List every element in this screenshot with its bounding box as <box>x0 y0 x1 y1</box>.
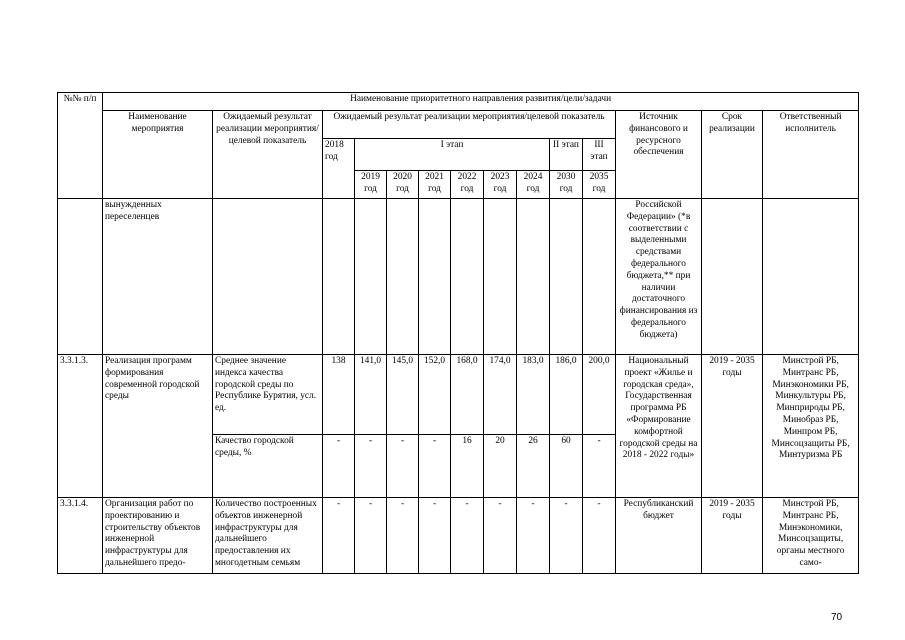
header-year: 2024 год <box>517 171 550 199</box>
header-year: 2035 год <box>583 171 616 199</box>
row-num-cell <box>58 199 103 355</box>
header-year: 2021 год <box>419 171 451 199</box>
value-cell <box>517 199 550 355</box>
programme-table <box>57 92 859 574</box>
value-cell: 168,0 <box>451 355 484 435</box>
value-cell: - <box>355 435 387 498</box>
row-name: вынужденных переселенцев <box>103 199 213 355</box>
header-source: Источник финансового и ресурсного обеспечения <box>616 111 702 199</box>
table-row-3-3-1-3 <box>58 355 859 435</box>
value-cell: 20 <box>484 435 517 498</box>
value-cell: 26 <box>517 435 550 498</box>
value-cell: - <box>387 435 419 498</box>
header-row-1 <box>58 93 859 111</box>
value-cell <box>451 199 484 355</box>
header-year-2018: 2018 год <box>323 139 355 199</box>
header-year: 2022 год <box>451 171 484 199</box>
value-cell: 183,0 <box>517 355 550 435</box>
value-cell: - <box>419 498 451 574</box>
header-term: Срок реализации <box>702 111 763 199</box>
value-cell: - <box>323 498 355 574</box>
header-stage-3: III этап <box>583 139 616 171</box>
header-stage-1: I этап <box>355 139 550 171</box>
header-year: 2023 год <box>484 171 517 199</box>
row-term <box>702 199 763 355</box>
row-num: 3.3.1.4. <box>58 498 103 574</box>
value-cell: - <box>583 498 616 574</box>
header-year: 2030 год <box>550 171 583 199</box>
value-cell: - <box>517 498 550 574</box>
row-source: Российской Федерации» (*в соответствии с выделенными средствами федерального бюджета,** при наличии достаточного финансирования из федерального бюджета) <box>616 199 702 355</box>
header-num: №№ п/п <box>58 93 103 199</box>
value-cell: 186,0 <box>550 355 583 435</box>
value-cell <box>323 199 355 355</box>
table-row-3-3-1-4 <box>58 498 859 574</box>
value-cell <box>355 199 387 355</box>
row-indicator: Среднее значение индекса качества городской среды по Республике Бурятия, усл. ед. <box>213 355 323 435</box>
value-cell: 138 <box>323 355 355 435</box>
value-cell: - <box>451 498 484 574</box>
row-indicator <box>213 199 323 355</box>
table-row-continuation <box>58 199 859 355</box>
value-cell: 16 <box>451 435 484 498</box>
row-responsible: Минстрой РБ, Минтранс РБ, Минэкономики РБ, Минкультуры РБ, Минприроды РБ, Минобраз РБ, Минпром РБ, Минсоцзащиты РБ, Минтуризма РБ <box>763 355 859 498</box>
row-source: Национальный проект «Жилье и городская среда», Государственная программа РБ «Формирование комфортной городской среды на 2018 - 2022 годы» <box>616 355 702 498</box>
value-cell: 200,0 <box>583 355 616 435</box>
row-indicator: Количество построенных объектов инженерной инфраструктуры для дальнейшего предоставления их многодетным семьям <box>213 498 323 574</box>
value-cell: - <box>583 435 616 498</box>
value-cell: - <box>355 498 387 574</box>
header-name: Наименование мероприятия <box>103 111 213 199</box>
row-name: Реализация программ формирования современной городской среды <box>103 355 213 498</box>
value-cell <box>484 199 517 355</box>
header-stage-2: II этап <box>550 139 583 171</box>
row-responsible <box>763 199 859 355</box>
value-cell: 60 <box>550 435 583 498</box>
header-responsible: Ответственный исполнитель <box>763 111 859 199</box>
header-priority: Наименование приоритетного направления развития/цели/задачи <box>103 93 859 111</box>
row-responsible: Минстрой РБ, Минтранс РБ, Минэкономики, Минсоцзащиты, органы местного само- <box>763 498 859 574</box>
value-cell: 174,0 <box>484 355 517 435</box>
row-term: 2019 - 2035 годы <box>702 498 763 574</box>
row-num: 3.3.1.3. <box>58 355 103 498</box>
value-cell <box>387 199 419 355</box>
header-expected-group: Ожидаемый результат реализации мероприятия/целевой показатель <box>323 111 616 139</box>
value-cell: - <box>387 498 419 574</box>
row-term: 2019 - 2035 годы <box>702 355 763 498</box>
value-cell <box>419 199 451 355</box>
value-cell: - <box>484 498 517 574</box>
row-source: Республиканский бюджет <box>616 498 702 574</box>
header-year: 2019 год <box>355 171 387 199</box>
row-indicator: Качество городской среды, % <box>213 435 323 498</box>
header-expected: Ожидаемый результат реализации мероприятия/целевой показатель <box>213 111 323 199</box>
value-cell: 145,0 <box>387 355 419 435</box>
value-cell <box>550 199 583 355</box>
page-number: 70 <box>831 612 843 623</box>
value-cell: - <box>419 435 451 498</box>
value-cell: - <box>550 498 583 574</box>
value-cell: 152,0 <box>419 355 451 435</box>
value-cell: 141,0 <box>355 355 387 435</box>
header-row-2 <box>58 111 859 139</box>
value-cell: - <box>323 435 355 498</box>
row-name: Организация работ по проектированию и строительству объектов инженерной инфраструктуры для дальнейшего предо- <box>103 498 213 574</box>
value-cell <box>583 199 616 355</box>
header-year: 2020 год <box>387 171 419 199</box>
